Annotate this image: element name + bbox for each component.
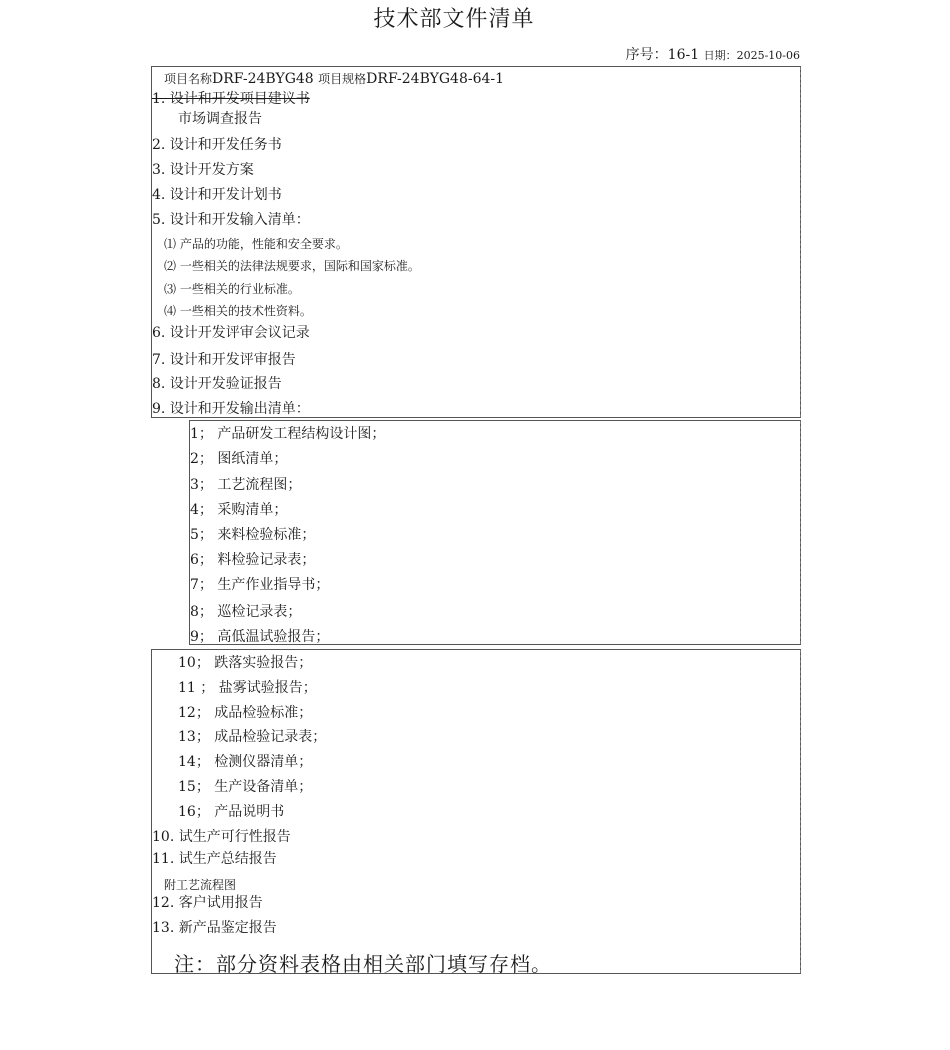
list-item-9: 9. 设计和开发输出清单： bbox=[152, 401, 310, 417]
output-item: 12； 成品检验标准； bbox=[178, 705, 313, 721]
project-header bbox=[164, 70, 504, 88]
list-item-5: 5. 设计和开发输入清单： bbox=[152, 212, 310, 228]
document-list-box-1 bbox=[151, 66, 801, 418]
input-sub-3: ⑶ 一些相关的行业标准。 bbox=[164, 282, 300, 296]
output-item: 2； 图纸清单； bbox=[190, 451, 288, 467]
list-item-7: 7. 设计和开发评审报告 bbox=[152, 352, 296, 368]
output-item: 1； 产品研发工程结构设计图； bbox=[190, 426, 386, 442]
list-item-1: 1. 设计和开发项目建议书 bbox=[152, 91, 310, 107]
market-report: 市场调查报告 bbox=[178, 111, 262, 127]
document-meta bbox=[626, 44, 800, 64]
date-label: 日期： bbox=[703, 49, 737, 62]
list-item-10: 10. 试生产可行性报告 bbox=[152, 829, 291, 845]
list-item-6: 6. 设计开发评审会议记录 bbox=[152, 325, 310, 341]
output-item: 3； 工艺流程图； bbox=[190, 477, 302, 493]
project-name-label: 项目名称 bbox=[164, 72, 213, 86]
input-sub-1: ⑴ 产品的功能，性能和安全要求。 bbox=[164, 237, 348, 251]
output-item: 15； 生产设备清单； bbox=[178, 779, 313, 795]
project-spec-value: DRF-24BYG48-64-1 bbox=[366, 71, 505, 87]
seq-label: 序号： bbox=[625, 47, 668, 63]
list-item-13: 13. 新产品鉴定报告 bbox=[152, 920, 277, 936]
output-item: 8； 巡检记录表； bbox=[190, 604, 302, 620]
list-item-8: 8. 设计开发验证报告 bbox=[152, 376, 282, 392]
output-item: 11 ； 盐雾试验报告； bbox=[178, 680, 317, 696]
list-item-4: 4. 设计和开发计划书 bbox=[152, 187, 282, 203]
output-item: 6； 料检验记录表； bbox=[190, 552, 316, 568]
list-item-2: 2. 设计和开发任务书 bbox=[152, 137, 282, 153]
output-item: 14； 检测仪器清单； bbox=[178, 754, 313, 770]
list-item-3: 3. 设计开发方案 bbox=[152, 162, 254, 178]
input-sub-4: ⑷ 一些相关的技术性资料。 bbox=[164, 304, 312, 318]
output-item: 10； 跌落实验报告； bbox=[178, 655, 313, 671]
document-list-box-3 bbox=[151, 649, 801, 974]
project-name-value: DRF-24BYG48 bbox=[212, 71, 314, 87]
project-spec-label: 项目规格 bbox=[318, 72, 367, 86]
page-title: 技术部文件清单 bbox=[373, 7, 535, 32]
date-value: 2025-10-06 bbox=[736, 49, 800, 62]
input-sub-2: ⑵ 一些相关的法律法规要求，国际和国家标准。 bbox=[164, 259, 420, 273]
output-item: 4； 采购清单； bbox=[190, 502, 288, 518]
attachment-flowchart: 附工艺流程图 bbox=[164, 878, 237, 892]
document-list-box-2 bbox=[189, 420, 801, 645]
output-item: 7； 生产作业指导书； bbox=[190, 577, 330, 593]
list-item-11: 11. 试生产总结报告 bbox=[152, 851, 277, 867]
list-item-12: 12. 客户试用报告 bbox=[152, 895, 263, 911]
output-item: 16； 产品说明书 bbox=[178, 804, 285, 820]
footnote: 注：部分资料表格由相关部门填写存档。 bbox=[174, 952, 552, 976]
seq-value: 16-1 bbox=[667, 47, 700, 63]
output-item: 13； 成品检验记录表； bbox=[178, 729, 327, 745]
output-item: 9； 高低温试验报告； bbox=[190, 629, 330, 645]
output-item: 5； 来料检验标准； bbox=[190, 527, 316, 543]
